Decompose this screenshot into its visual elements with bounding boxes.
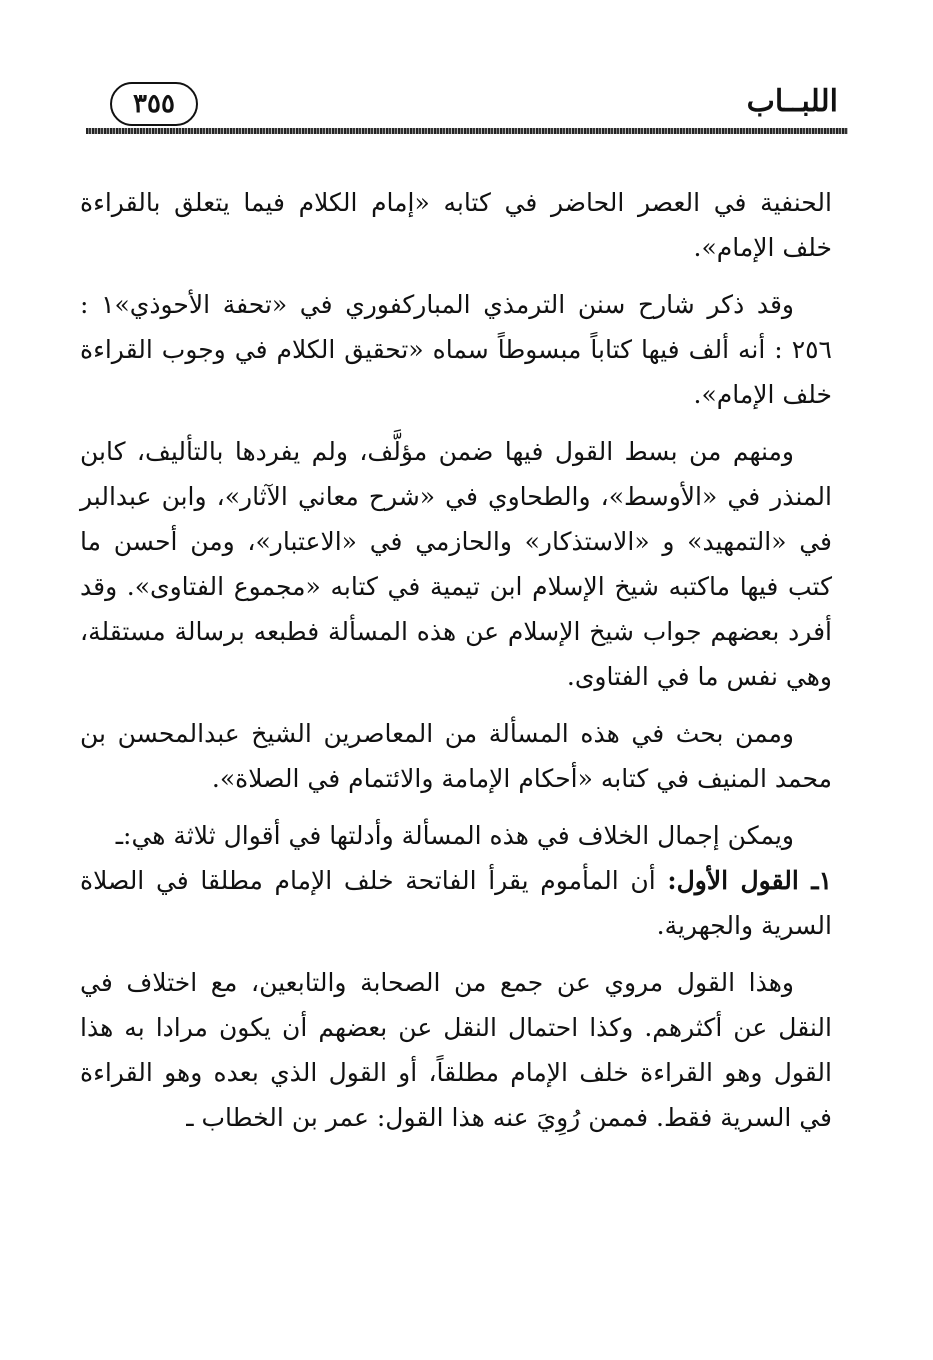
paragraph-3: ومنهم من بسط القول فيها ضمن مؤلَّف، ولم يفردها بالتأليف، كابن المنذر في «الأوسط»، والطحاوي في «شرح معاني الآثار»، وابن عبدالبر في «التمهيد» و «الاستذكار» والحازمي في «الاعتبار»، ومن أحسن ما كتب فيها ماكتبه شيخ الإسلام ابن تيمية في كتابه «مجموع الفتاوى». وقد أفرد بعضهم جواب شيخ الإسلام عن هذه المسألة فطبعه برسالة مستقلة، وهي نفس ما في الفتاوى. — [80, 437, 832, 691]
body-text — [80, 180, 832, 1140]
header-rule — [86, 128, 848, 134]
first-opinion-label: ١ـ القول الأول: — [667, 866, 832, 895]
first-opinion-text: أن المأموم يقرأ الفاتحة خلف الإمام مطلقا في الصلاة السرية والجهرية. — [80, 866, 832, 940]
paragraph-5: ويمكن إجمال الخلاف في هذه المسألة وأدلتها في أقوال ثلاثة هي:ـ — [115, 821, 794, 850]
paragraph-4: وممن بحث في هذه المسألة من المعاصرين الشيخ عبدالمحسن بن محمد المنيف في كتابه «أحكام الإمامة والائتمام في الصلاة». — [80, 719, 832, 793]
paragraph-2: وقد ذكر شارح سنن الترمذي المباركفوري في «تحفة الأحوذي»١ : ٢٥٦ : أنه ألف فيها كتاباً مبسوطاً سماه «تحقيق الكلام في وجوب القراءة خلف الإمام». — [80, 290, 832, 409]
first-opinion — [80, 858, 832, 948]
running-title: اللبــاب — [746, 84, 838, 119]
paragraph-6: وهذا القول مروي عن جمع من الصحابة والتابعين، مع اختلاف في النقل عن أكثرهم. وكذا احتمال النقل عن بعضهم أن يكون مرادا به هذا القول وهو القراءة خلف الإمام مطلقاً، أو القول الذي بعده وهو القراءة في السرية فقط. فممن رُوِيَ عنه هذا القول: عمر بن الخطاب ـ — [80, 968, 832, 1132]
page-header — [80, 78, 850, 128]
paragraph-1: الحنفية في العصر الحاضر في كتابه «إمام الكلام فيما يتعلق بالقراءة خلف الإمام». — [80, 188, 833, 262]
page-number: ٣٥٥ — [110, 82, 198, 126]
